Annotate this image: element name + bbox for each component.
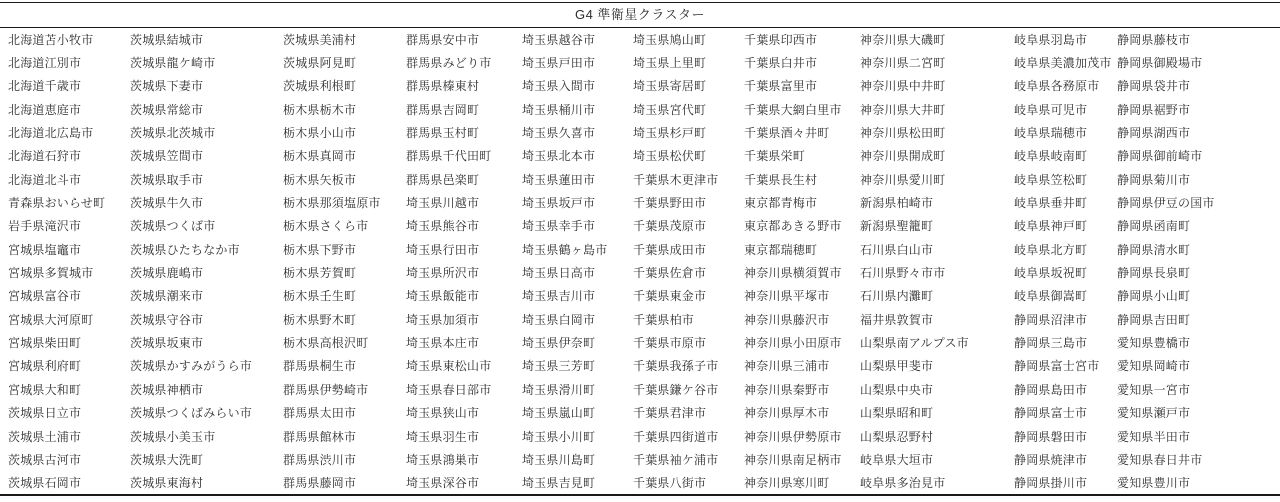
- table-cell: 神奈川県愛川町: [860, 172, 946, 187]
- table-cell: 埼玉県川越市: [406, 196, 480, 211]
- table-cell: 神奈川県中井町: [860, 79, 946, 94]
- table-cell: 埼玉県上里町: [633, 56, 707, 71]
- table-cell: 栃木県高根沢町: [283, 336, 369, 351]
- table-cell: 茨城県日立市: [8, 406, 82, 421]
- table-cell: 愛知県豊橋市: [1117, 336, 1191, 351]
- table-cell: 栃木県壬生町: [283, 289, 357, 304]
- table-cell: 埼玉県羽生市: [406, 429, 480, 444]
- table-cell: 愛知県豊川市: [1117, 476, 1191, 491]
- table-cell: 千葉県鎌ケ谷市: [633, 382, 719, 397]
- table-cell: 静岡県御殿場市: [1117, 56, 1203, 71]
- table-cell: 栃木県さくら市: [283, 219, 369, 234]
- table-cell: 千葉県佐倉市: [633, 266, 707, 281]
- table-cell: 神奈川県秦野市: [744, 382, 830, 397]
- table-cell: 栃木県小山市: [283, 126, 357, 141]
- table-cell: 埼玉県本庄市: [406, 336, 480, 351]
- table-cell: 茨城県大洗町: [130, 452, 204, 467]
- table-cell: 群馬県太田市: [283, 406, 357, 421]
- table-cell: 埼玉県行田市: [406, 242, 480, 257]
- table-cell: 岐阜県御嵩町: [1014, 289, 1088, 304]
- table-cell: 岐阜県北方町: [1014, 242, 1088, 257]
- table-cell: 宮城県大和町: [8, 382, 82, 397]
- table-cell: 栃木県栃木市: [283, 102, 357, 117]
- table-cell: 埼玉県入間市: [522, 79, 596, 94]
- table-cell: 茨城県つくばみらい市: [130, 406, 253, 421]
- table-cell: 岩手県滝沢市: [8, 219, 82, 234]
- table-cell: 埼玉県日高市: [522, 266, 596, 281]
- table-cell: 茨城県下妻市: [130, 79, 204, 94]
- table-cell: 東京都あきる野市: [744, 219, 842, 234]
- table-cell: 群馬県渋川市: [283, 452, 357, 467]
- table-cell: 神奈川県寒川町: [744, 476, 830, 491]
- table-cell: 静岡県湖西市: [1117, 126, 1191, 141]
- table-cell: 静岡県富士市: [1014, 406, 1088, 421]
- table-cell: 北海道石狩市: [8, 149, 82, 164]
- table-cell: 北海道江別市: [8, 56, 82, 71]
- table-cell: 埼玉県戸田市: [522, 56, 596, 71]
- table-cell: 群馬県安中市: [406, 32, 480, 47]
- table-cell: 静岡県伊豆の国市: [1117, 196, 1215, 211]
- table-cell: 千葉県野田市: [633, 196, 707, 211]
- table-cell: 静岡県菊川市: [1117, 172, 1191, 187]
- table-cell: 神奈川県平塚市: [744, 289, 830, 304]
- table-cell: 埼玉県幸手市: [522, 219, 596, 234]
- table-cell: 埼玉県宮代町: [633, 102, 707, 117]
- table-cell: 東京都青梅市: [744, 196, 818, 211]
- table-cell: 静岡県清水町: [1117, 242, 1191, 257]
- table-cell: 静岡県吉田町: [1117, 312, 1191, 327]
- table-cell: 山梨県甲斐市: [860, 359, 934, 374]
- table-cell: 山梨県忍野村: [860, 429, 934, 444]
- table-cell: 岐阜県可児市: [1014, 102, 1088, 117]
- table-cell: 静岡県磐田市: [1014, 429, 1088, 444]
- table-cell: 静岡県小山町: [1117, 289, 1191, 304]
- table-cell: 宮城県塩竈市: [8, 242, 82, 257]
- table-cell: 千葉県市原市: [633, 336, 707, 351]
- table-cell: 石川県白山市: [860, 242, 934, 257]
- table-cell: 宮城県柴田町: [8, 336, 82, 351]
- table-cell: 群馬県伊勢崎市: [283, 382, 369, 397]
- table-cell: 群馬県吉岡町: [406, 102, 480, 117]
- table-cell: 埼玉県滑川町: [522, 382, 596, 397]
- table-cell: 埼玉県小川町: [522, 429, 596, 444]
- table-cell: 岐阜県神戸町: [1014, 219, 1088, 234]
- table-cell: 埼玉県嵐山町: [522, 406, 596, 421]
- table-cell: 栃木県下野市: [283, 242, 357, 257]
- table-cell: 新潟県柏崎市: [860, 196, 934, 211]
- table-cell: 愛知県瀬戸市: [1117, 406, 1191, 421]
- table-cell: 岐阜県笠松町: [1014, 172, 1088, 187]
- table-cell: 埼玉県伊奈町: [522, 336, 596, 351]
- table-cell: 千葉県成田市: [633, 242, 707, 257]
- table-cell: 千葉県東金市: [633, 289, 707, 304]
- table-cell: 埼玉県坂戸市: [522, 196, 596, 211]
- table-cell: 茨城県阿見町: [283, 56, 357, 71]
- table-cell: 埼玉県飯能市: [406, 289, 480, 304]
- table-cell: 埼玉県北本市: [522, 149, 596, 164]
- table-cell: 青森県おいらせ町: [8, 196, 106, 211]
- table-cell: 神奈川県松田町: [860, 126, 946, 141]
- table-cell: 静岡県掛川市: [1014, 476, 1088, 491]
- table-cell: 神奈川県横須賀市: [744, 266, 842, 281]
- table-cell: 静岡県袋井市: [1117, 79, 1191, 94]
- table-cell: 山梨県中央市: [860, 382, 934, 397]
- table-cell: 静岡県島田市: [1014, 382, 1088, 397]
- table-title: G4 準衛星クラスター: [0, 3, 1280, 28]
- table-cell: 群馬県千代田町: [406, 149, 492, 164]
- table-cell: 茨城県小美玉市: [130, 429, 216, 444]
- table-cell: 宮城県利府町: [8, 359, 82, 374]
- table-cell: 岐阜県瑞穂市: [1014, 126, 1088, 141]
- table-cell: 埼玉県東松山市: [406, 359, 492, 374]
- table-cell: 神奈川県二宮町: [860, 56, 946, 71]
- table-cell: 静岡県御前崎市: [1117, 149, 1203, 164]
- table-cell: 愛知県春日井市: [1117, 452, 1203, 467]
- table-cell: 埼玉県深谷市: [406, 476, 480, 491]
- table-cell: 神奈川県開成町: [860, 149, 946, 164]
- table-cell: 茨城県取手市: [130, 172, 204, 187]
- table-cell: 埼玉県川島町: [522, 452, 596, 467]
- table-cell: 山梨県昭和町: [860, 406, 934, 421]
- table-cell: 埼玉県越谷市: [522, 32, 596, 47]
- table-cell: 千葉県栄町: [744, 149, 806, 164]
- table-body: [0, 28, 1280, 495]
- table-cell: 千葉県大網白里市: [744, 102, 842, 117]
- table-cell: 埼玉県加須市: [406, 312, 480, 327]
- table-cell: 群馬県館林市: [283, 429, 357, 444]
- table-cell: 埼玉県杉戸町: [633, 126, 707, 141]
- table-cell: 茨城県土浦市: [8, 429, 82, 444]
- table-cell: 千葉県君津市: [633, 406, 707, 421]
- table-cell: 埼玉県寄居町: [633, 79, 707, 94]
- table-cell: 茨城県結城市: [130, 32, 204, 47]
- table-cell: 群馬県榛東村: [406, 79, 480, 94]
- table-cell: 茨城県古河市: [8, 452, 82, 467]
- table-cell: 茨城県常総市: [130, 102, 204, 117]
- table-cell: 神奈川県大磯町: [860, 32, 946, 47]
- table-cell: 静岡県三島市: [1014, 336, 1088, 351]
- table-cell: 宮城県富谷市: [8, 289, 82, 304]
- table-cell: 栃木県那須塩原市: [283, 196, 381, 211]
- table-cell: 埼玉県久喜市: [522, 126, 596, 141]
- table-cell: 神奈川県三浦市: [744, 359, 830, 374]
- table-cell: 北海道北広島市: [8, 126, 94, 141]
- table-cell: 埼玉県鴻巣市: [406, 452, 480, 467]
- table-cell: 栃木県野木町: [283, 312, 357, 327]
- table-cell: 群馬県玉村町: [406, 126, 480, 141]
- table-cell: 神奈川県伊勢原市: [744, 429, 842, 444]
- table-cell: 静岡県函南町: [1117, 219, 1191, 234]
- table-cell: 愛知県一宮市: [1117, 382, 1191, 397]
- table-cell: 静岡県長泉町: [1117, 266, 1191, 281]
- table-cell: 茨城県ひたちなか市: [130, 242, 240, 257]
- table-cell: 東京都瑞穂町: [744, 242, 818, 257]
- table-cell: 埼玉県桶川市: [522, 102, 596, 117]
- table-cell: 千葉県富里市: [744, 79, 818, 94]
- table-cell: 埼玉県白岡市: [522, 312, 596, 327]
- table-cell: 北海道北斗市: [8, 172, 82, 187]
- table-cell: 神奈川県厚木市: [744, 406, 830, 421]
- table-cell: 茨城県潮来市: [130, 289, 204, 304]
- table-cell: 岐阜県垂井町: [1014, 196, 1088, 211]
- table-cell: 埼玉県松伏町: [633, 149, 707, 164]
- table-cell: 茨城県北茨城市: [130, 126, 216, 141]
- table-cell: 岐阜県坂祝町: [1014, 266, 1088, 281]
- table-cell: 千葉県長生村: [744, 172, 818, 187]
- table-cell: 茨城県かすみがうら市: [130, 359, 253, 374]
- table-cell: 埼玉県蓮田市: [522, 172, 596, 187]
- table-cell: 愛知県半田市: [1117, 429, 1191, 444]
- table-cell: 岐阜県岐南町: [1014, 149, 1088, 164]
- table-cell: 北海道千歳市: [8, 79, 82, 94]
- table-cell: 埼玉県吉見町: [522, 476, 596, 491]
- table-cell: 岐阜県美濃加茂市: [1014, 56, 1112, 71]
- table-cell: 茨城県笠間市: [130, 149, 204, 164]
- table-cell: 栃木県矢板市: [283, 172, 357, 187]
- table-cell: 埼玉県鳩山町: [633, 32, 707, 47]
- table-cell: 埼玉県所沢市: [406, 266, 480, 281]
- table-cell: 千葉県八街市: [633, 476, 707, 491]
- table-cell: 山梨県南アルプス市: [860, 336, 969, 351]
- table-cell: 栃木県真岡市: [283, 149, 357, 164]
- table-cell: 群馬県桐生市: [283, 359, 357, 374]
- table-cell: 埼玉県熊谷市: [406, 219, 480, 234]
- table-cell: 静岡県富士宮市: [1014, 359, 1100, 374]
- table-cell: 宮城県多賀城市: [8, 266, 94, 281]
- table-cell: 石川県内灘町: [860, 289, 934, 304]
- table-cell: 岐阜県多治見市: [860, 476, 946, 491]
- table-cell: 千葉県木更津市: [633, 172, 719, 187]
- table-cell: 茨城県利根町: [283, 79, 357, 94]
- table-cell: 岐阜県各務原市: [1014, 79, 1100, 94]
- table-cell: 埼玉県三芳町: [522, 359, 596, 374]
- table-cell: 茨城県守谷市: [130, 312, 204, 327]
- table-cell: 北海道恵庭市: [8, 102, 82, 117]
- table-cell: 千葉県茂原市: [633, 219, 707, 234]
- table-cell: 千葉県印西市: [744, 32, 818, 47]
- table-cell: 埼玉県鶴ヶ島市: [522, 242, 608, 257]
- table-cell: 神奈川県南足柄市: [744, 452, 842, 467]
- table-cell: 栃木県芳賀町: [283, 266, 357, 281]
- table-cell: 宮城県大河原町: [8, 312, 94, 327]
- table-cell: 茨城県神栖市: [130, 382, 204, 397]
- table-cell: 茨城県石岡市: [8, 476, 82, 491]
- table-cell: 茨城県鹿嶋市: [130, 266, 204, 281]
- table-cell: 千葉県柏市: [633, 312, 695, 327]
- table-cell: 千葉県我孫子市: [633, 359, 719, 374]
- table-cell: 新潟県聖籠町: [860, 219, 934, 234]
- table-cell: 静岡県沼津市: [1014, 312, 1088, 327]
- table-cell: 茨城県東海村: [130, 476, 204, 491]
- table-cell: 静岡県藤枝市: [1117, 32, 1191, 47]
- table-cell: 静岡県裾野市: [1117, 102, 1191, 117]
- table-cell: 千葉県四街道市: [633, 429, 719, 444]
- table-cell: 神奈川県小田原市: [744, 336, 842, 351]
- table-cell: 愛知県岡崎市: [1117, 359, 1191, 374]
- table-cell: 石川県野々市市: [860, 266, 946, 281]
- table-cell: 千葉県白井市: [744, 56, 818, 71]
- table-cell: 静岡県焼津市: [1014, 452, 1088, 467]
- table-cell: 茨城県坂東市: [130, 336, 204, 351]
- table-cell: 埼玉県狭山市: [406, 406, 480, 421]
- table-cell: 千葉県酒々井町: [744, 126, 830, 141]
- table-cell: 埼玉県吉川市: [522, 289, 596, 304]
- table-cell: 群馬県みどり市: [406, 56, 492, 71]
- table-cell: 群馬県藤岡市: [283, 476, 357, 491]
- table-cell: 茨城県美浦村: [283, 32, 357, 47]
- table-cell: 福井県敦賀市: [860, 312, 934, 327]
- table-cell: 岐阜県羽島市: [1014, 32, 1088, 47]
- table-cell: 茨城県龍ケ崎市: [130, 56, 216, 71]
- table-cell: 岐阜県大垣市: [860, 452, 934, 467]
- table-cell: 神奈川県藤沢市: [744, 312, 830, 327]
- table-cell: 茨城県つくば市: [130, 219, 216, 234]
- table-cell: 千葉県袖ケ浦市: [633, 452, 719, 467]
- cluster-table: [0, 2, 1280, 496]
- table-cell: 埼玉県春日部市: [406, 382, 492, 397]
- table-cell: 神奈川県大井町: [860, 102, 946, 117]
- table-cell: 茨城県牛久市: [130, 196, 204, 211]
- table-cell: 群馬県邑楽町: [406, 172, 480, 187]
- table-cell: 北海道苫小牧市: [8, 32, 94, 47]
